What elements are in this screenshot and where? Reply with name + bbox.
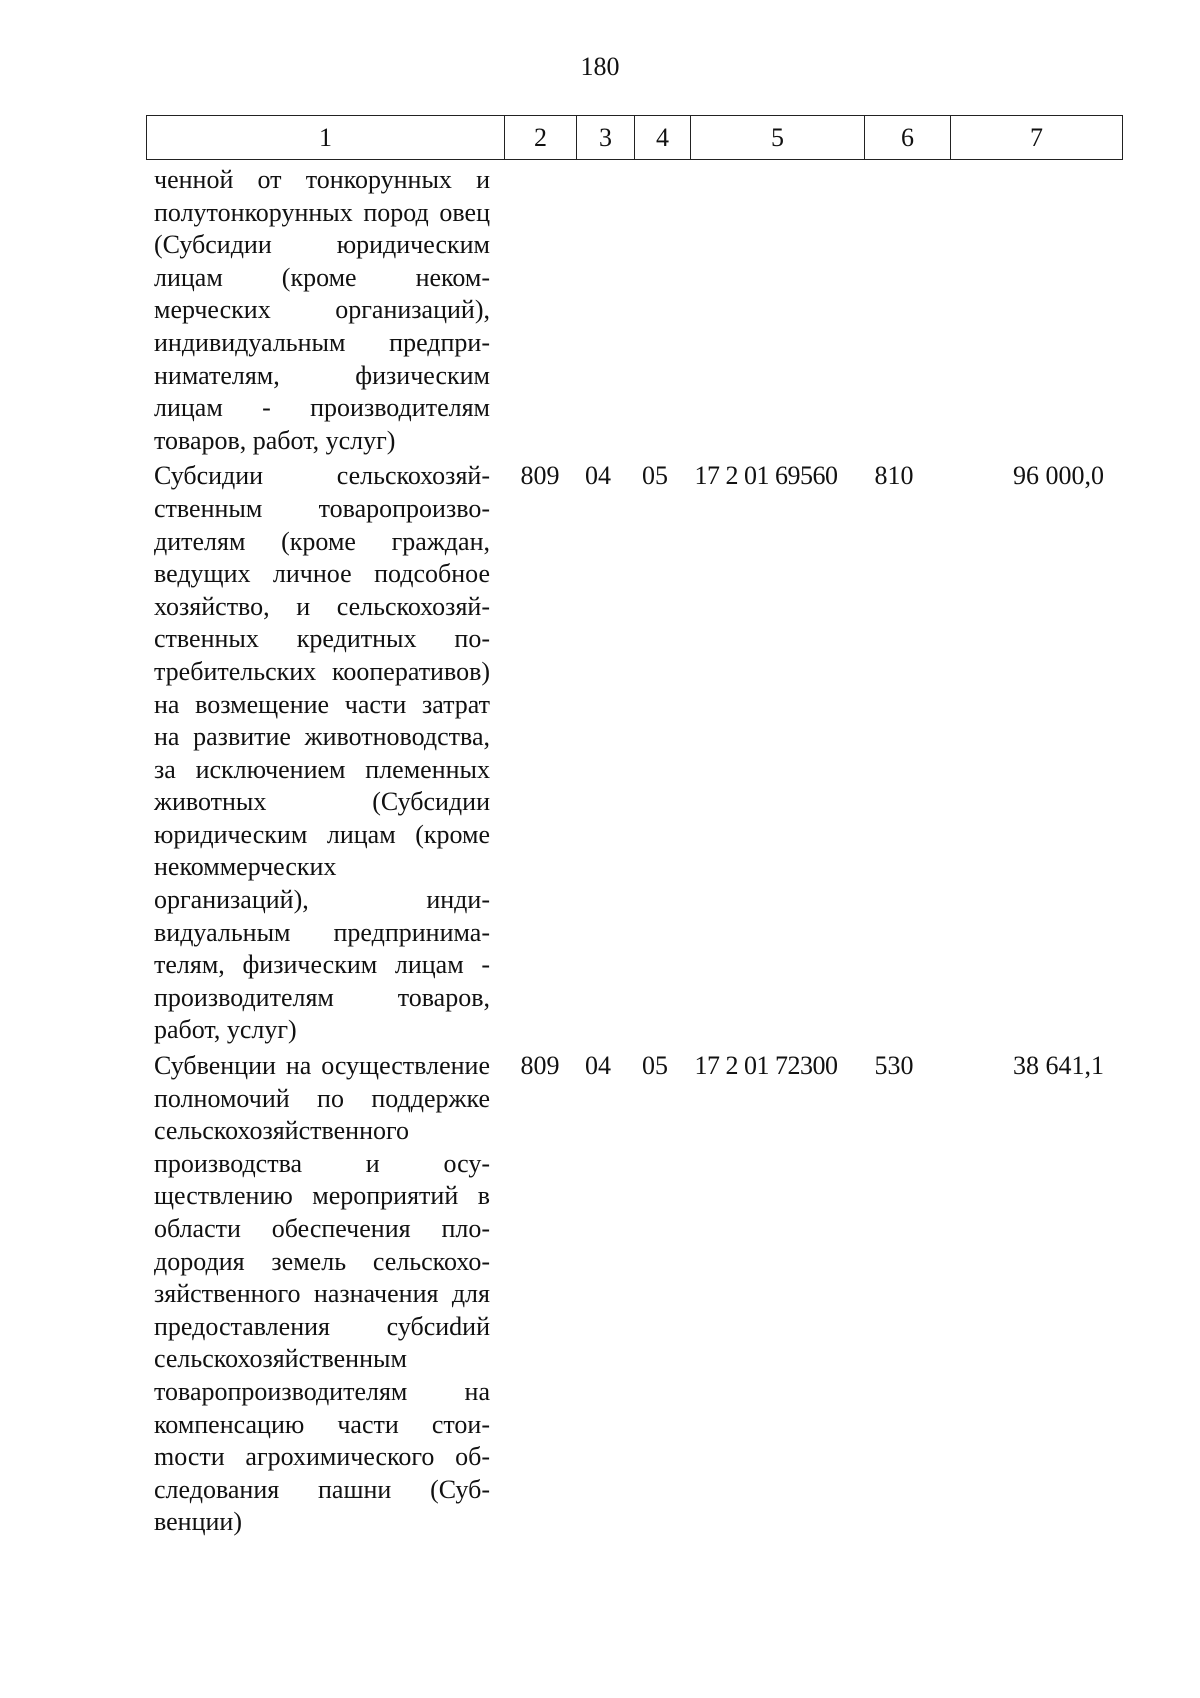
row-description: ченной от тонкорунных и полутонкорунных пород овец (Субсидии юридическим лицам (кроме некоммерческих организаций), индивидуальным предпринимателям, физическим лицам - производителям товаров, работ, услуг) xyxy=(154,165,490,455)
column-header-1: 1 xyxy=(147,116,505,160)
column-header-7: 7 xyxy=(951,116,1123,160)
column-header-row xyxy=(147,116,1123,160)
column-header-2: 2 xyxy=(505,116,577,160)
row-section-code: 04 xyxy=(585,1051,611,1081)
row-ministry-code: 809 xyxy=(520,461,560,491)
column-header-3: 3 xyxy=(577,116,635,160)
row-amount: 96 000,0 xyxy=(1013,461,1104,491)
table-row xyxy=(154,460,1114,1047)
row-subsection-code: 05 xyxy=(642,461,668,491)
row-section-code: 04 xyxy=(585,461,611,491)
column-header-table xyxy=(146,115,1123,160)
row-description: Субвенции на осуществление полномочий по поддержке сельскохозяйственного производства и осуществлению мероприятий в области обеспечения плодородия земель сельскохозяйственного назначения для предоставления субсиdий сельскохозяйственным товаропроизводителям на компенсацию части стоиmости агрохимического обследования пашни (Субвенции) xyxy=(154,1051,490,1537)
table-body xyxy=(154,164,1114,1542)
table-row xyxy=(154,164,1114,457)
column-header-5: 5 xyxy=(691,116,865,160)
table-row xyxy=(154,1050,1114,1539)
row-subsection-code: 05 xyxy=(642,1051,668,1081)
row-expense-type: 810 xyxy=(874,461,914,491)
column-header-6: 6 xyxy=(865,116,951,160)
row-expense-type: 530 xyxy=(874,1051,914,1081)
row-ministry-code: 809 xyxy=(520,1051,560,1081)
column-header-4: 4 xyxy=(635,116,691,160)
row-amount: 38 641,1 xyxy=(1013,1051,1104,1081)
row-description: Субсидии сельскохозяйственным товаропроизводителям (кроме граждан, ведущих личное подсобное хозяйство, и сельскохозяйственных кредитных потребительских кооперативов) на возмещение части затрат на развитие животноводства, за исключением племенных животных (Субсидии юридическим лицам (кроме некоммерческих организаций), индивидуальным предпринимателям, физическим лицам - производителям товаров, работ, услуг) xyxy=(154,461,490,1045)
row-target-code: 17 2 01 72300 xyxy=(694,1051,838,1081)
row-target-code: 17 2 01 69560 xyxy=(694,461,838,491)
page-number: 180 xyxy=(580,52,620,81)
